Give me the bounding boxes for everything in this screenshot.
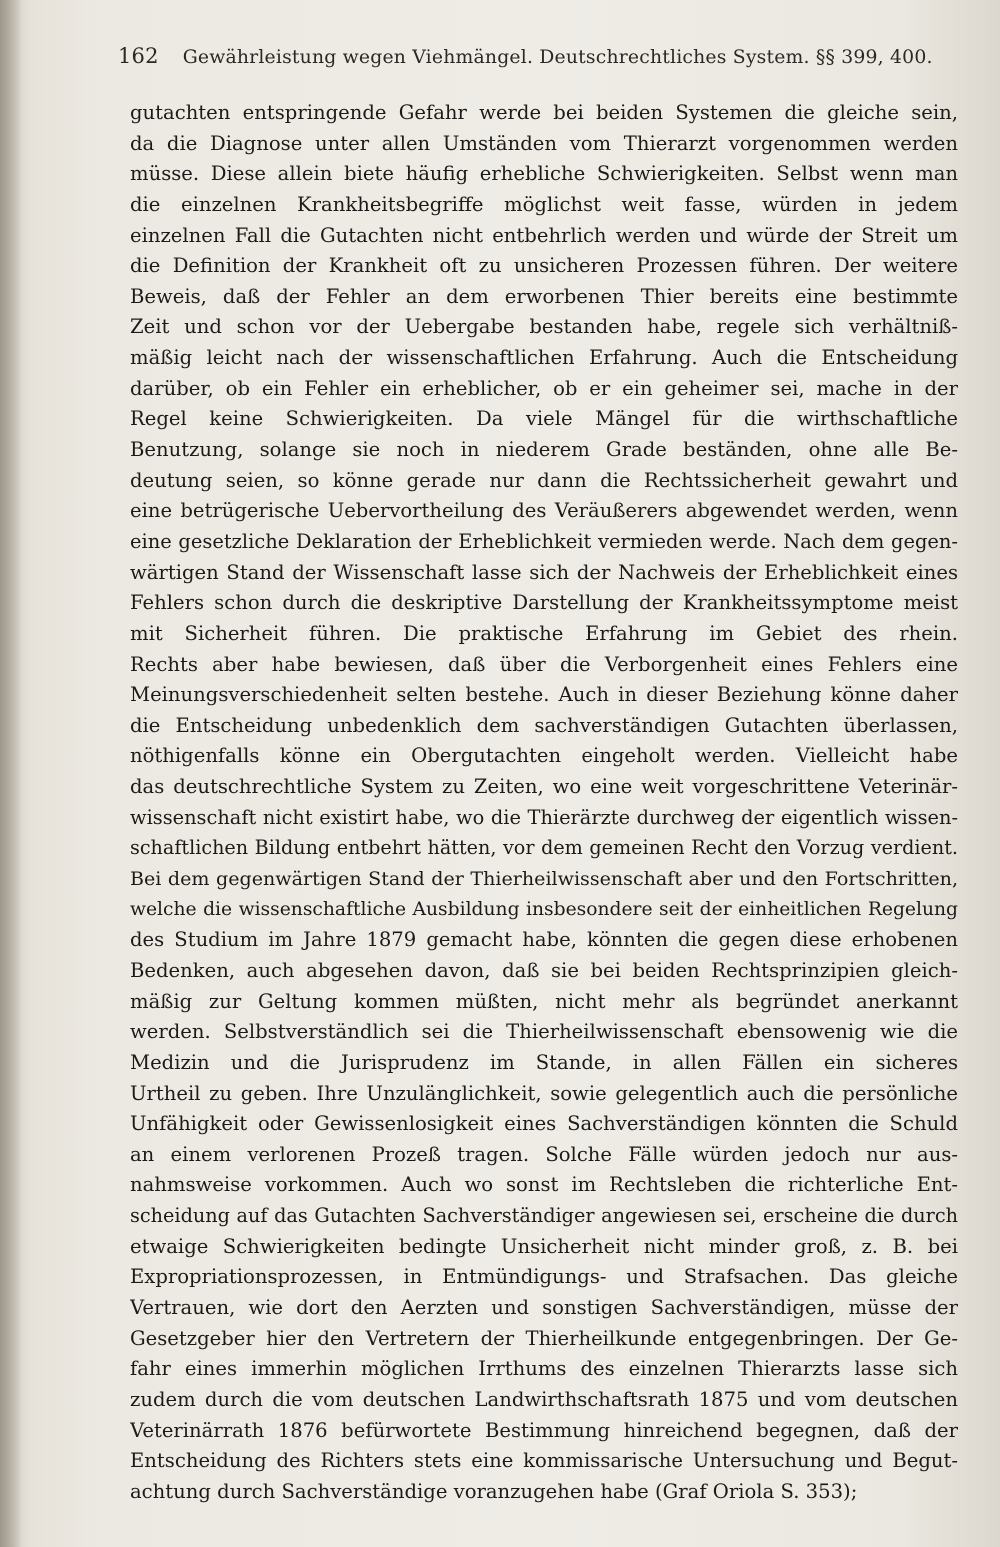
text-line: werden. Selbstverständlich sei die Thierheilwissenschaft ebensowenig wie die xyxy=(130,1020,958,1044)
text-line: Bedenken, auch abgesehen davon, daß sie bei beiden Rechtsprinzipien gleich- xyxy=(130,958,958,982)
page-number: 162 xyxy=(118,44,159,68)
text-line: eine gesetzliche Deklaration der Erheblichkeit vermieden werde. Nach dem gegen- xyxy=(130,529,958,553)
text-line: Benutzung, solange sie noch in niederem Grade beständen, ohne alle Be- xyxy=(130,438,958,462)
text-line: des Studium im Jahre 1879 gemacht habe, könnten die gegen diese erhobenen xyxy=(130,928,958,952)
text-line: schaftlichen Bildung entbehrt hätten, vor dem gemeinen Recht den Vorzug verdient. xyxy=(130,836,958,860)
text-line: welche die wissenschaftliche Ausbildung insbesondere seit der einheitlichen Regelung xyxy=(130,898,958,920)
text-line: Medizin und die Jurisprudenz im Stande, in allen Fällen ein sicheres xyxy=(130,1050,958,1074)
text-line: darüber, ob ein Fehler ein erheblicher, ob er ein geheimer sei, mache in der xyxy=(130,376,958,400)
text-line: Rechts aber habe bewiesen, daß über die Verborgenheit eines Fehlers eine xyxy=(130,652,958,676)
text-line: die Definition der Krankheit oft zu unsicheren Prozessen führen. Der weitere xyxy=(130,254,958,278)
text-line: die einzelnen Krankheitsbegriffe möglichst weit fasse, würden in jedem xyxy=(130,192,958,216)
text-line: Beweis, daß der Fehler an dem erworbenen Thier bereits eine bestimmte xyxy=(130,284,958,308)
text-line: nahmsweise vorkommen. Auch wo sonst im Rechtsleben die richterliche Ent- xyxy=(130,1173,958,1197)
text-line: wissenschaft nicht existirt habe, wo die Thierärzte durchweg der eigentlich wissen- xyxy=(130,805,958,829)
text-line: mäßig zur Geltung kommen müßten, nicht mehr als begründet anerkannt xyxy=(130,989,958,1013)
text-line: mit Sicherheit führen. Die praktische Erfahrung im Gebiet des rhein. xyxy=(130,621,958,645)
running-title: Gewährleistung wegen Viehmängel. Deutschrechtliches System. §§ 399, 400. xyxy=(182,47,933,68)
text-line: nöthigenfalls könne ein Obergutachten eingeholt werden. Vielleicht habe xyxy=(130,744,958,768)
text-line: gutachten entspringende Gefahr werde bei beiden Systemen die gleiche sein, xyxy=(130,101,958,124)
text-line: Urtheil zu geben. Ihre Unzulänglichkeit, sowie gelegentlich auch die persönliche xyxy=(130,1081,958,1105)
text-line: Gesetzgeber hier den Vertretern der Thierheilkunde entgegenbringen. Der Ge- xyxy=(130,1326,958,1350)
text-line: achtung durch Sachverständige voranzugehen habe (Graf Oriola S. 353); xyxy=(130,1479,858,1503)
running-head xyxy=(118,44,933,78)
text-line: etwaige Schwierigkeiten bedingte Unsicherheit nicht minder groß, z. B. bei xyxy=(130,1234,958,1258)
text-line: an einem verlorenen Prozeß tragen. Solche Fälle würden jedoch nur aus- xyxy=(130,1142,958,1166)
text-line: Unfähigkeit oder Gewissenlosigkeit eines Sachverständigen könnten die Schuld xyxy=(130,1112,958,1136)
body-text xyxy=(130,98,958,1507)
text-line: Vertrauen, wie dort den Aerzten und sonstigen Sachverständigen, müsse der xyxy=(130,1295,958,1319)
text-line: wärtigen Stand der Wissenschaft lasse sich der Nachweis der Erheblichkeit eines xyxy=(130,560,958,584)
text-line: die Entscheidung unbedenklich dem sachverständigen Gutachten überlassen, xyxy=(130,713,958,737)
text-line: Entscheidung des Richters stets eine kommissarische Untersuchung und Begut- xyxy=(130,1449,958,1473)
text-line: Fehlers schon durch die deskriptive Darstellung der Krankheitssymptome meist xyxy=(130,591,958,615)
text-line: Expropriationsprozessen, in Entmündigungs- und Strafsachen. Das gleiche xyxy=(130,1265,958,1289)
text-line: einzelnen Fall die Gutachten nicht entbehrlich werden und würde der Streit um xyxy=(130,223,958,247)
text-line: Regel keine Schwierigkeiten. Da viele Mängel für die wirthschaftliche xyxy=(130,407,958,431)
text-line: deutung seien, so könne gerade nur dann die Rechtssicherheit gewahrt und xyxy=(130,468,958,492)
text-line: Veterinärrath 1876 befürwortete Bestimmung hinreichend begegnen, daß der xyxy=(130,1418,958,1442)
text-line: scheidung auf das Gutachten Sachverständiger angewiesen sei, erscheine die durch xyxy=(130,1204,958,1228)
text-line: mäßig leicht nach der wissenschaftlichen Erfahrung. Auch die Entscheidung xyxy=(130,346,958,370)
text-line: das deutschrechtliche System zu Zeiten, wo eine weit vorgeschrittene Veterinär- xyxy=(130,775,958,799)
gutter-shadow xyxy=(0,0,22,1547)
text-line: Bei dem gegenwärtigen Stand der Thierheilwissenschaft aber und den Fortschritten, xyxy=(130,868,958,891)
text-line: Zeit und schon vor der Uebergabe bestanden habe, regele sich verhältniß- xyxy=(130,315,958,339)
text-line: müsse. Diese allein biete häufig erhebliche Schwierigkeiten. Selbst wenn man xyxy=(130,162,958,186)
text-line: eine betrügerische Uebervortheilung des Veräußerers abgewendet werden, wenn xyxy=(130,499,958,523)
text-line: zudem durch die vom deutschen Landwirthschaftsrath 1875 und vom deutschen xyxy=(130,1387,958,1411)
text-line: Meinungsverschiedenheit selten bestehe. Auch in dieser Beziehung könne daher xyxy=(130,683,958,707)
text-line: da die Diagnose unter allen Umständen vom Thierarzt vorgenommen werden xyxy=(130,131,958,155)
text-line: fahr eines immerhin möglichen Irrthums des einzelnen Thierarzts lasse sich xyxy=(130,1357,958,1381)
